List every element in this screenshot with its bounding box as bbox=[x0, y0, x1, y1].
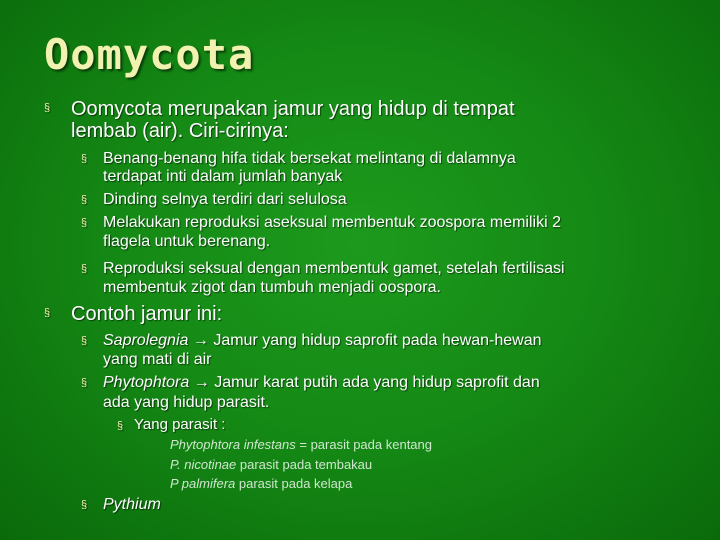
main-bullet-line2: lembab (air). Ciri-cirinya: bbox=[71, 120, 289, 142]
bullet-icon: § bbox=[81, 335, 88, 347]
contoh-item-1-line2: yang mati di air bbox=[103, 351, 212, 368]
contoh-item-2-line2: ada yang hidup parasit. bbox=[103, 394, 270, 411]
parasit-item-1 bbox=[170, 435, 432, 454]
slide-title: Oomycota bbox=[44, 30, 255, 79]
parasit-heading: Yang parasit : bbox=[134, 416, 226, 433]
bullet-icon: § bbox=[44, 307, 51, 319]
ciri-item-4-line2: membentuk zigot dan tumbuh menjadi oospora. bbox=[103, 279, 441, 296]
main-bullet-line1: Oomycota merupakan jamur yang hidup di tempat bbox=[71, 98, 515, 120]
ciri-item-1-line1: Benang-benang hifa tidak bersekat melintang di dalamnya bbox=[103, 150, 516, 167]
species-name: Saprolegnia bbox=[103, 332, 189, 349]
bullet-icon: § bbox=[81, 263, 88, 275]
bullet-icon: § bbox=[81, 153, 88, 165]
bullet-icon: § bbox=[81, 194, 88, 206]
species-desc: parasit pada kelapa bbox=[235, 476, 353, 491]
contoh-item-2-line1 bbox=[103, 373, 540, 392]
species-name: Phytophtora infestans bbox=[170, 437, 296, 452]
bullet-icon: § bbox=[81, 217, 88, 229]
ciri-item-3-line1: Melakukan reproduksi aseksual membentuk zoospora memiliki 2 bbox=[103, 214, 561, 231]
ciri-item-3-line2: flagela untuk berenang. bbox=[103, 233, 271, 250]
arrow-icon: → bbox=[192, 332, 209, 349]
species-name: Phytophtora bbox=[103, 374, 190, 391]
parasit-item-2 bbox=[170, 455, 372, 474]
species-desc: Jamur karat putih ada yang hidup saprofit dan bbox=[214, 374, 540, 391]
species-name: Pythium bbox=[103, 496, 161, 513]
bullet-icon: § bbox=[44, 102, 51, 114]
bullet-icon: § bbox=[81, 377, 88, 389]
species-name: P. nicotinae bbox=[170, 457, 237, 472]
species-desc: Jamur yang hidup saprofit pada hewan-hewan bbox=[213, 332, 542, 349]
bullet-icon: § bbox=[81, 499, 88, 511]
ciri-item-2-line1: Dinding selnya terdiri dari selulosa bbox=[103, 191, 347, 208]
contoh-item-1-line1 bbox=[103, 331, 542, 350]
contoh-heading: Contoh jamur ini: bbox=[71, 303, 223, 325]
ciri-item-4-line1: Reproduksi seksual dengan membentuk gamet, setelah fertilisasi bbox=[103, 260, 565, 277]
contoh-item-3 bbox=[103, 495, 161, 514]
ciri-item-1-line2: terdapat inti dalam jumlah banyak bbox=[103, 168, 343, 185]
parasit-item-3 bbox=[170, 474, 352, 493]
species-name: P palmifera bbox=[170, 476, 236, 491]
bullet-icon: § bbox=[117, 420, 124, 432]
species-desc: parasit pada tembakau bbox=[236, 457, 373, 472]
species-desc: = parasit pada kentang bbox=[295, 437, 432, 452]
arrow-icon: → bbox=[193, 374, 210, 391]
